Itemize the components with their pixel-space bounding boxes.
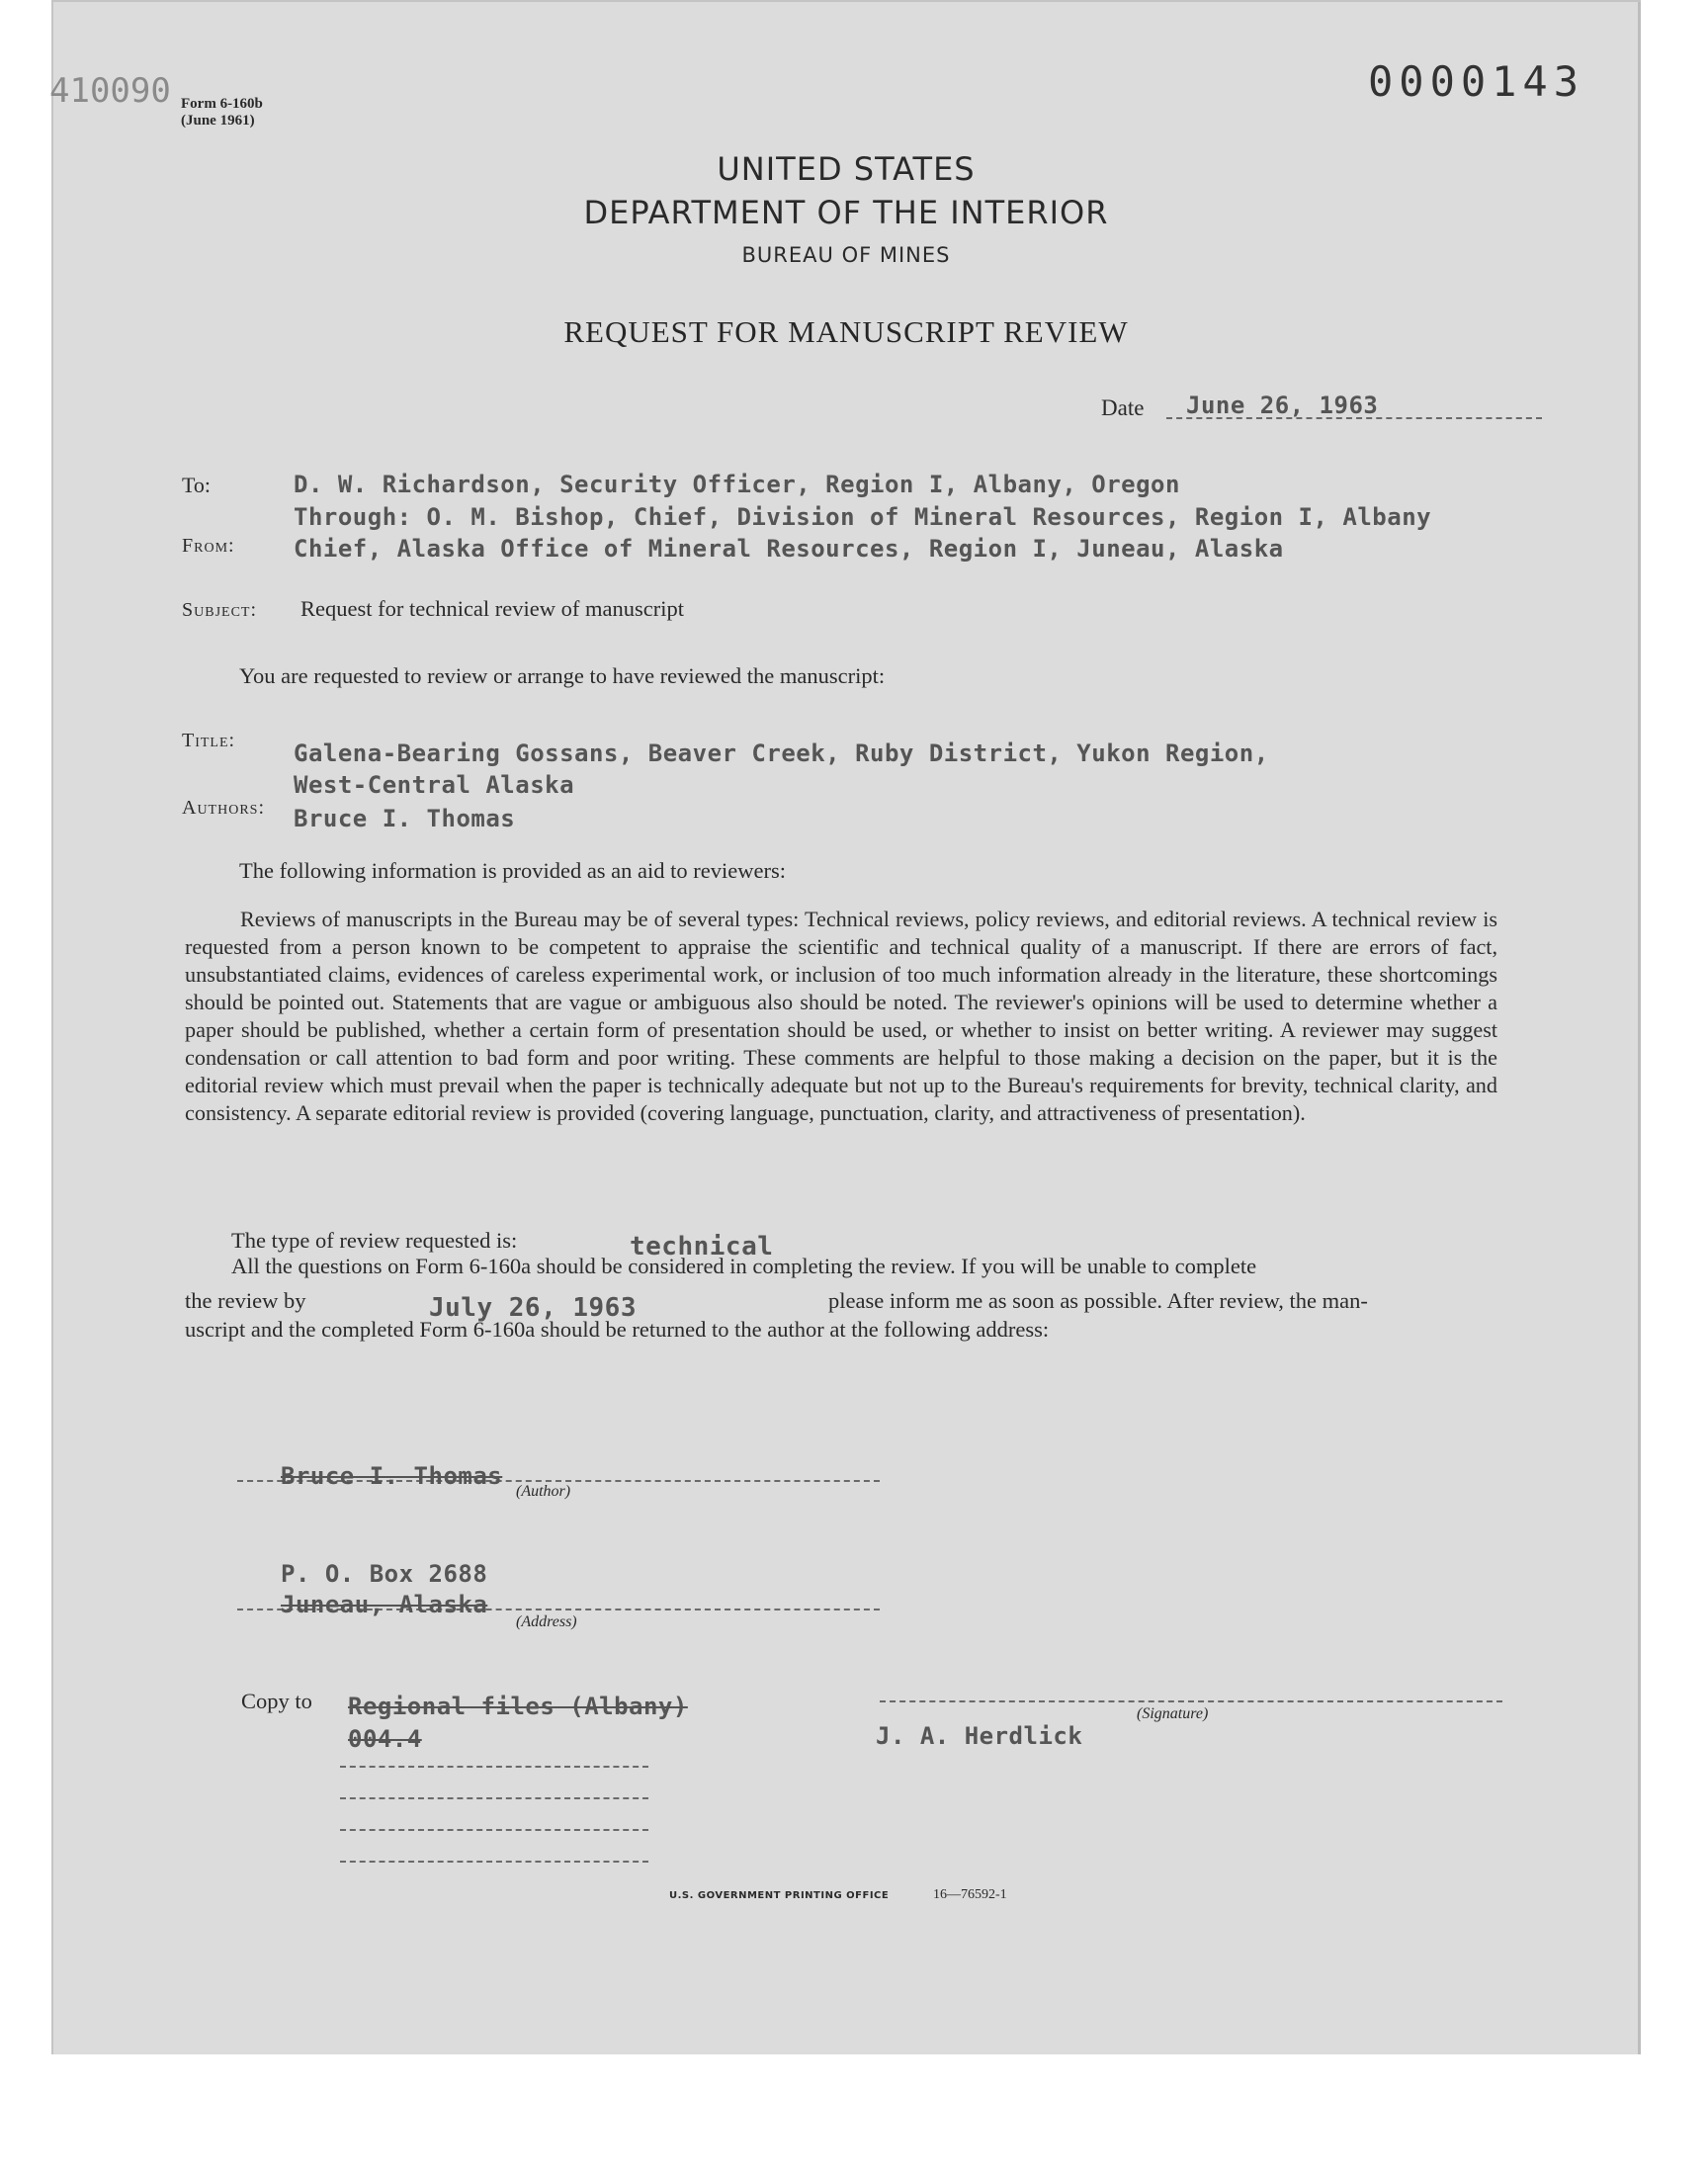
copy-to-line-2: 004.4 <box>348 1725 422 1753</box>
manuscript-title-line-2: West-Central Alaska <box>294 771 575 799</box>
to-value: D. W. Richardson, Security Officer, Region I, Albany, Oregon <box>294 471 1180 498</box>
review-by-date: July 26, 1963 <box>429 1293 637 1323</box>
corner-handwriting: 410090 <box>49 71 171 111</box>
from-label: From: <box>182 535 235 557</box>
copy-line-4 <box>340 1778 648 1799</box>
intro-text: You are requested to review or arrange to have reviewed the manuscript: <box>239 663 886 688</box>
authors-label: Authors: <box>182 797 266 819</box>
info-intro: The following information is provided as an aid to reviewers: <box>239 858 786 883</box>
through-value: Through: O. M. Bishop, Chief, Division of Mineral Resources, Region I, Albany <box>294 503 1432 531</box>
agency-line-3: BUREAU OF MINES <box>741 243 951 267</box>
questions-text: All the questions on Form 6-160a should be considered in completing the review. If you will be unable to complete <box>231 1254 1257 1278</box>
subject-label: Subject: <box>182 599 258 621</box>
subject-value: Request for technical review of manuscript <box>300 596 684 621</box>
document-sheet <box>51 0 1641 2054</box>
date-label: Date <box>1101 395 1145 420</box>
footer-printer: U.S. GOVERNMENT PRINTING OFFICE <box>669 1890 890 1901</box>
address-label: (Address) <box>516 1613 577 1630</box>
signature-name: J. A. Herdlick <box>876 1722 1083 1750</box>
authors-value: Bruce I. Thomas <box>294 805 516 832</box>
address-line-2: Juneau, Alaska <box>281 1591 488 1618</box>
copy-line-3 <box>340 1746 648 1768</box>
agency-line-2: DEPARTMENT OF THE INTERIOR <box>583 194 1109 231</box>
author-name: Bruce I. Thomas <box>281 1462 503 1490</box>
date-value: June 26, 1963 <box>1186 392 1379 419</box>
manuscript-title-line-1: Galena-Bearing Gossans, Beaver Creek, Ruby District, Yukon Region, <box>294 740 1269 767</box>
author-label: (Author) <box>516 1483 571 1500</box>
document-number: 0000143 <box>1368 57 1585 106</box>
form-number-block <box>181 96 263 130</box>
copy-line-5 <box>340 1809 648 1831</box>
copy-to-label: Copy to <box>241 1689 312 1713</box>
form-number: Form 6-160b <box>181 96 263 112</box>
review-by-prefix: the review by <box>185 1288 306 1313</box>
signature-line <box>880 1681 1502 1702</box>
to-label: To: <box>182 473 212 497</box>
copy-line-6 <box>340 1841 648 1863</box>
page-title: REQUEST FOR MANUSCRIPT REVIEW <box>563 314 1129 349</box>
return-text: uscript and the completed Form 6-160a should be returned to the author at the following address: <box>185 1317 1050 1342</box>
review-type-value: technical <box>630 1232 774 1262</box>
address-line-1: P. O. Box 2688 <box>281 1560 488 1588</box>
title-label: Title: <box>182 730 236 751</box>
signature-label: (Signature) <box>1137 1705 1209 1722</box>
footer-code: 16—76592-1 <box>933 1887 1007 1902</box>
form-date: (June 1961) <box>181 113 255 129</box>
from-value: Chief, Alaska Office of Mineral Resources, Region I, Juneau, Alaska <box>294 535 1284 563</box>
agency-line-1: UNITED STATES <box>717 150 976 188</box>
copy-to-line-1: Regional files (Albany) <box>348 1693 688 1720</box>
review-by-suffix: please inform me as soon as possible. After review, the man- <box>828 1288 1368 1313</box>
info-body: Reviews of manuscripts in the Bureau may be of several types: Technical reviews, policy reviews, and editorial reviews. A technical review is requested from a person known to be competent to appraise the scientific and technical quality of a manuscript. If there are errors of fact, unsubstantiated claims, evidences of careless experimental work, or inclusion of too much information already in the literature, these shortcomings should be pointed out. Statements that are vague or ambiguous also should be noted. The reviewer's opinions will be used to determine whether a paper should be published, whether a certain form of presentation should be used, or whether to insist on better writing. A reviewer may suggest condensation or call attention to bad form and poor writing. These comments are helpful to those making a decision on the paper, but it is the editorial review which must prevail when the paper is technically adequate but not up to the Bureau's requirements for brevity, technical clarity, and consistency. A separate editorial review is provided (covering language, punctuation, clarity, and attractiveness of presentation). <box>185 907 1497 1125</box>
review-type-label: The type of review requested is: <box>231 1228 518 1253</box>
